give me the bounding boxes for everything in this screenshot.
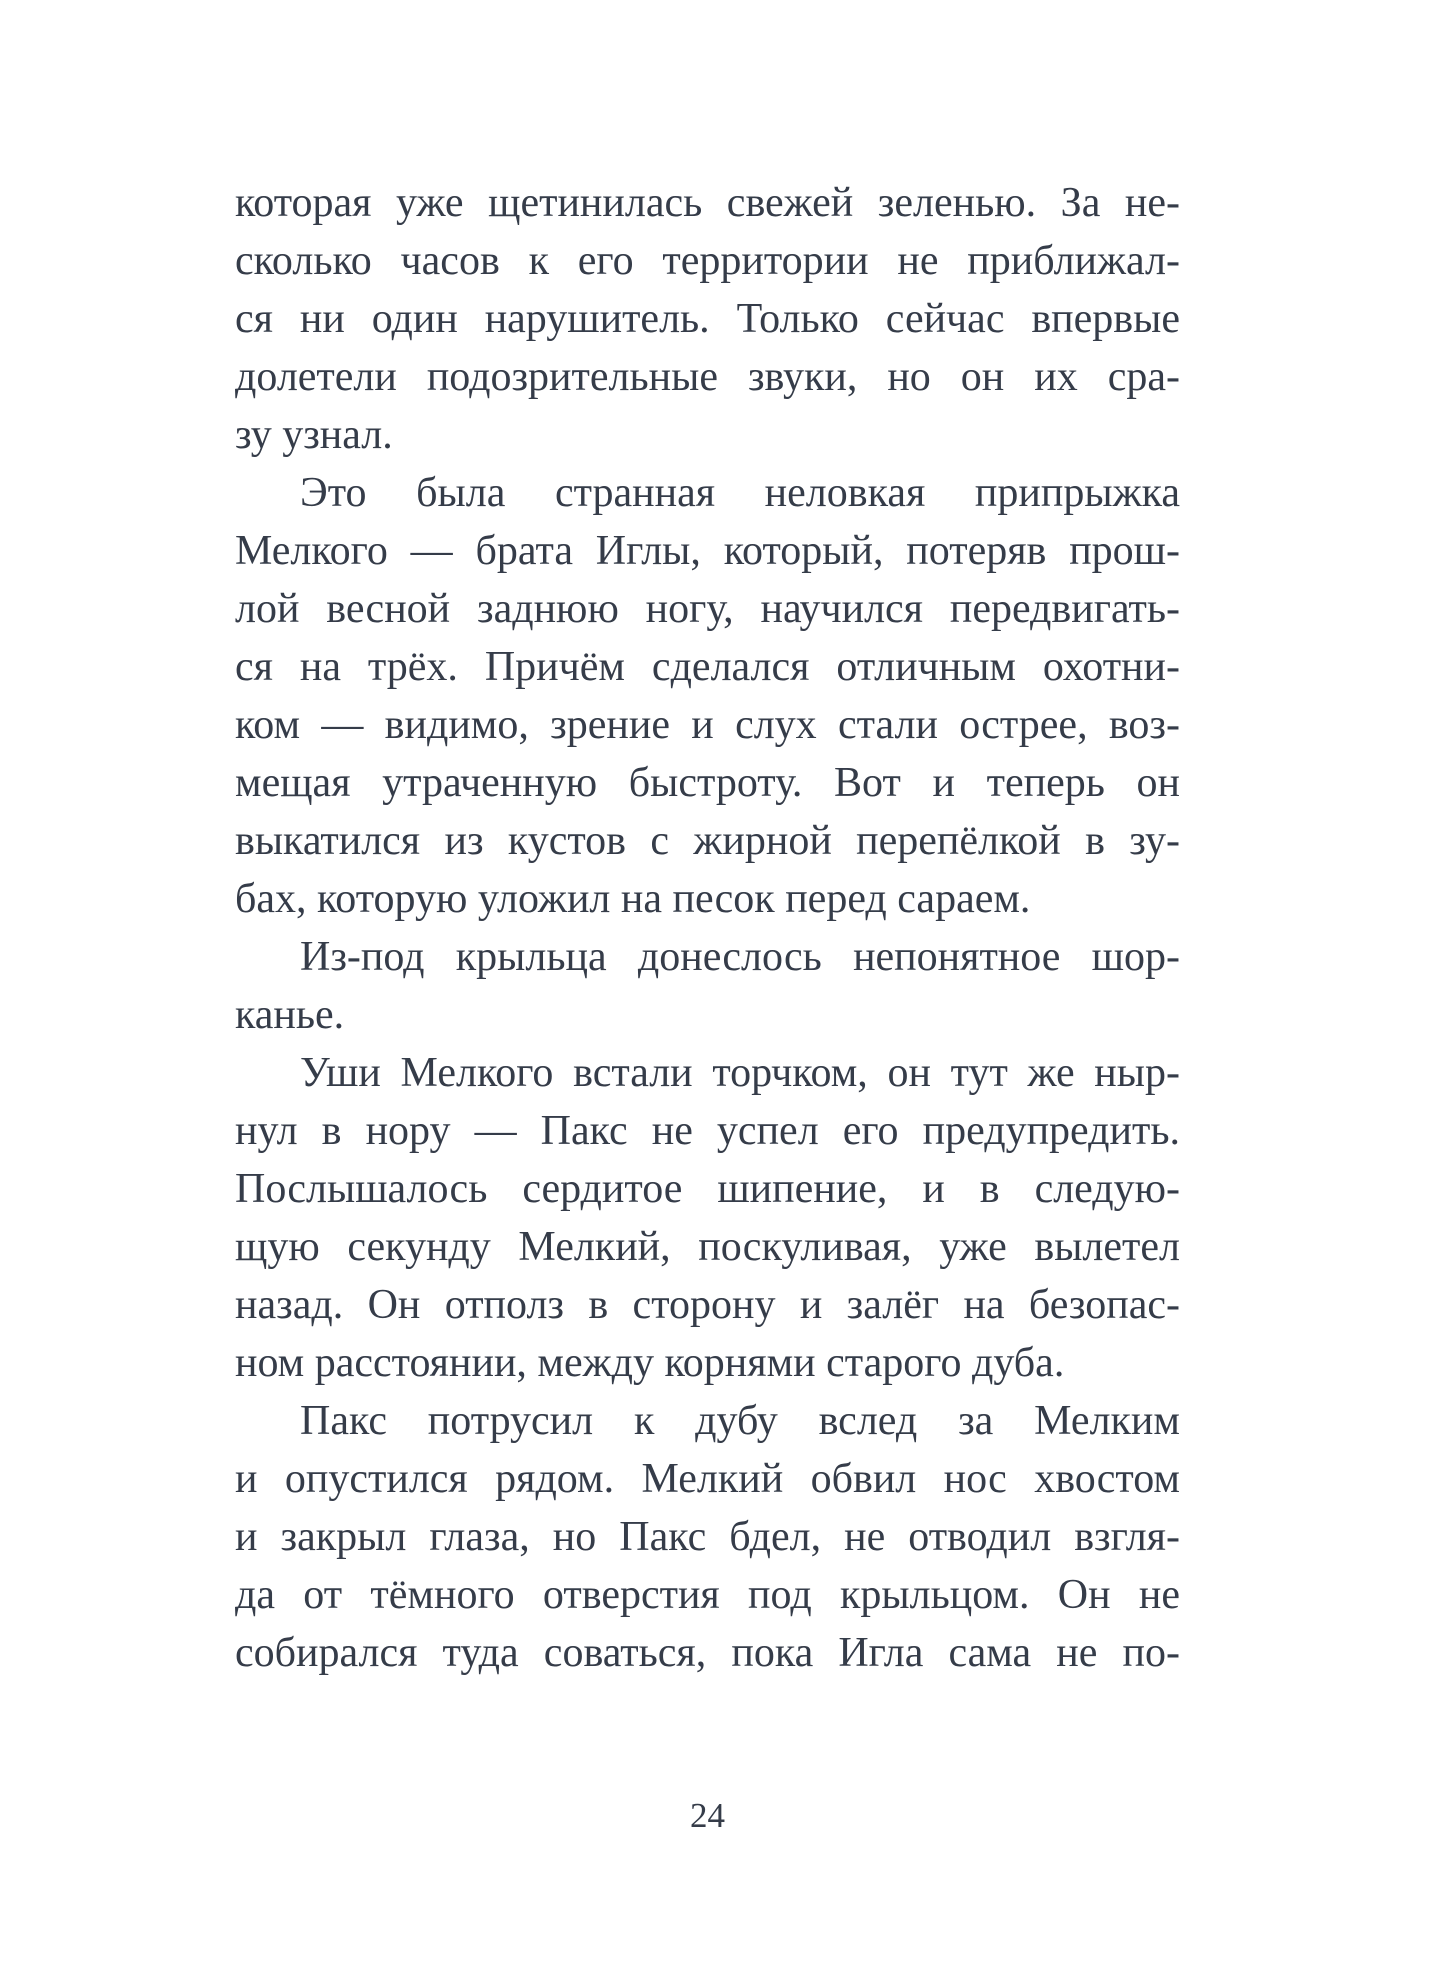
text-line: Послышалось сердитое шипение, и в следую- [235, 1166, 1180, 1212]
text-line: и опустился рядом. Мелкий обвил нос хвостом [235, 1456, 1180, 1502]
page-number: 24 [690, 1796, 725, 1835]
text-line: Пакс потрусил к дубу вслед за Мелким [300, 1398, 1180, 1444]
text-line: назад. Он отполз в сторону и залёг на безопас- [235, 1282, 1180, 1328]
text-line: нул в нору — Пакс не успел его предупредить. [235, 1108, 1180, 1154]
text-line: Уши Мелкого встали торчком, он тут же ныр- [300, 1050, 1180, 1096]
text-line: ком — видимо, зрение и слух стали острее, воз- [235, 702, 1180, 748]
text-line: которая уже щетинилась свежей зеленью. За не- [235, 180, 1180, 226]
text-line: выкатился из кустов с жирной перепёлкой в зу- [235, 818, 1180, 864]
text-line: мещая утраченную быстроту. Вот и теперь он [235, 760, 1180, 806]
text-line: сколько часов к его территории не приближал- [235, 238, 1180, 284]
text-line: Мелкого — брата Иглы, который, потеряв прош- [235, 528, 1180, 574]
text-line: лой весной заднюю ногу, научился передвигать- [235, 586, 1180, 632]
text-line: щую секунду Мелкий, поскуливая, уже вылетел [235, 1224, 1180, 1270]
text-line: и закрыл глаза, но Пакс бдел, не отводил взгля- [235, 1514, 1180, 1560]
text-line: ся на трёх. Причём сделался отличным охотни- [235, 644, 1180, 690]
text-line: Из-под крыльца донеслось непонятное шор- [300, 934, 1180, 980]
text-line: бах, которую уложил на песок перед сараем. [235, 876, 1031, 922]
text-line: да от тёмного отверстия под крыльцом. Он не [235, 1572, 1180, 1618]
text-line: ном расстоянии, между корнями старого дуба. [235, 1340, 1065, 1386]
body-text [235, 174, 1180, 1682]
text-line: собирался туда соваться, пока Игла сама не по- [235, 1630, 1180, 1676]
text-line: Это была странная неловкая припрыжка [300, 470, 1180, 516]
text-line: долетели подозрительные звуки, но он их сра- [235, 354, 1180, 400]
text-line: зу узнал. [235, 412, 393, 458]
text-line: канье. [235, 992, 345, 1038]
text-line: ся ни один нарушитель. Только сейчас впервые [235, 296, 1180, 342]
